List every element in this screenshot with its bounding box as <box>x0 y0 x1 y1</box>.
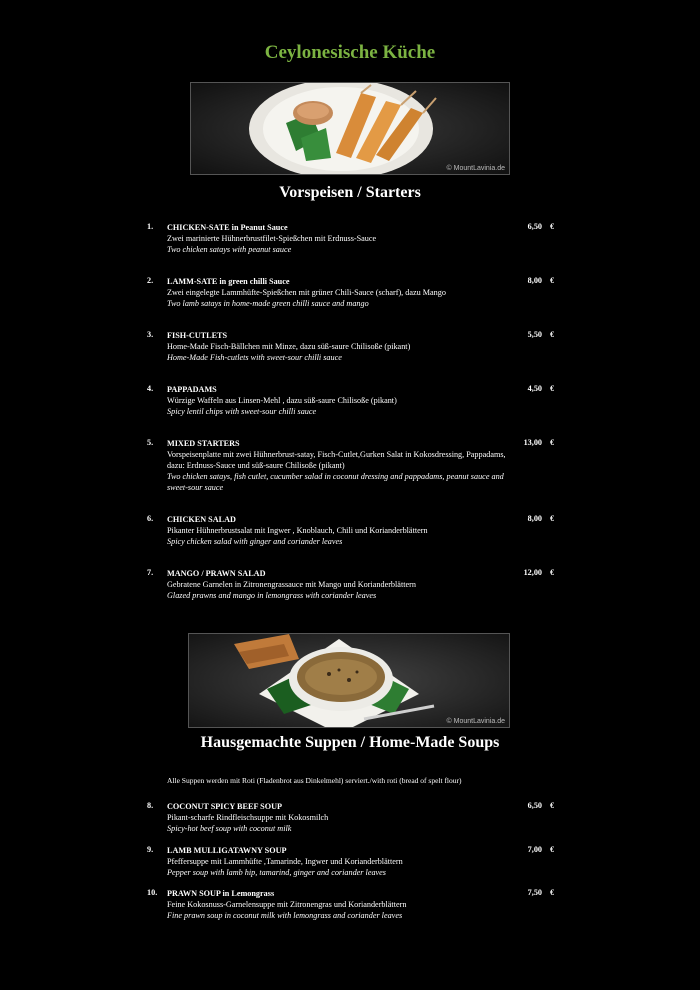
soup-photo <box>188 633 510 728</box>
currency-symbol: € <box>550 801 555 810</box>
item-number: 8. <box>147 801 154 810</box>
item-body <box>167 276 512 309</box>
item-number: 4. <box>147 384 154 393</box>
item-price: 7,00 <box>527 845 542 854</box>
item-name: LAMB MULLIGATAWNY SOUP <box>167 846 287 855</box>
item-description-de: Home-Made Fisch-Bällchen mit Minze, dazu süß-saure Chilisoße (pikant) <box>167 342 411 351</box>
item-description-en: Two chicken satays with peanut sauce <box>167 245 292 254</box>
item-name: MANGO / PRAWN SALAD <box>167 569 266 578</box>
item-body <box>167 888 512 921</box>
currency-symbol: € <box>550 330 555 339</box>
item-number: 7. <box>147 568 154 577</box>
photo-credit: © MountLavinia.de <box>446 718 505 725</box>
item-price: 8,00 <box>527 276 542 285</box>
item-description-en: Spicy chicken salad with ginger and coriander leaves <box>167 537 343 546</box>
item-number: 5. <box>147 438 154 447</box>
item-body <box>167 801 512 834</box>
item-price: 8,00 <box>527 514 542 523</box>
item-price: 4,50 <box>527 384 542 393</box>
item-number: 3. <box>147 330 154 339</box>
item-name: PAPPADAMS <box>167 385 217 394</box>
item-number: 9. <box>147 845 154 854</box>
item-price: 6,50 <box>527 801 542 810</box>
item-description-en: Home-Made Fish-cutlets with sweet-sour chilli sauce <box>167 353 342 362</box>
item-body <box>167 438 512 493</box>
currency-symbol: € <box>550 888 555 897</box>
item-description-de: Vorspeisenplatte mit zwei Hühnerbrust-satay, Fisch-Cutlet,Gurken Salat in Kokosdressing, Pappadams, dazu: Erdnuss-Sauce und süß-saure Chilisoße (pikant) <box>167 450 506 470</box>
item-description-de: Pikant-scharfe Rindfleischsuppe mit Kokosmilch <box>167 813 329 822</box>
item-description-de: Pikanter Hühnerbrustsalat mit Ingwer , Knoblauch, Chili und Korianderblättern <box>167 526 428 535</box>
item-description-en: Two lamb satays in home-made green chilli sauce and mango <box>167 299 369 308</box>
item-price: 6,50 <box>527 222 542 231</box>
item-description-de: Würzige Waffeln aus Linsen-Mehl , dazu süß-saure Chilisoße (pikant) <box>167 396 397 405</box>
item-description-en: Fine prawn soup in coconut milk with lemongrass and coriander leaves <box>167 911 403 920</box>
item-description-en: Pepper soup with lamb hip, tamarind, ginger and coriander leaves <box>167 868 386 877</box>
currency-symbol: € <box>550 568 555 577</box>
soups-section-title: Hausgemachte Suppen / Home-Made Soups <box>200 734 500 751</box>
photo-credit: © MountLavinia.de <box>446 165 505 172</box>
item-number: 6. <box>147 514 154 523</box>
item-body <box>167 514 512 547</box>
item-name: COCONUT SPICY BEEF SOUP <box>167 802 283 811</box>
currency-symbol: € <box>550 845 555 854</box>
item-body <box>167 330 512 363</box>
item-body <box>167 845 512 878</box>
item-description-de: Pfeffersuppe mit Lammhüfte ,Tamarinde, Ingwer und Korianderblättern <box>167 857 403 866</box>
currency-symbol: € <box>550 222 555 231</box>
item-description-de: Zwei marinierte Hühnerbrustfilet-Spießchen mit Erdnuss-Sauce <box>167 234 377 243</box>
currency-symbol: € <box>550 384 555 393</box>
item-description-en: Spicy lentil chips with sweet-sour chilli sauce <box>167 407 317 416</box>
item-description-de: Gebratene Garnelen in Zitronengrassauce mit Mango und Korianderblättern <box>167 580 416 589</box>
item-price: 7,50 <box>527 888 542 897</box>
item-price: 5,50 <box>527 330 542 339</box>
item-description-de: Zwei eingelegte Lammhüfte-Spießchen mit grüner Chili-Sauce (scharf), dazu Mango <box>167 288 446 297</box>
item-name: MIXED STARTERS <box>167 439 240 448</box>
item-price: 12,00 <box>523 568 542 577</box>
item-name: CHICKEN SALAD <box>167 515 236 524</box>
item-body <box>167 222 512 255</box>
item-number: 2. <box>147 276 154 285</box>
item-description-en: Glazed prawns and mango in lemongrass with coriander leaves <box>167 591 377 600</box>
item-name: LAMM-SATE in green chilli Sauce <box>167 277 290 286</box>
satay-photo <box>190 82 510 175</box>
currency-symbol: € <box>550 438 555 447</box>
soups-note: Alle Suppen werden mit Roti (Fladenbrot aus Dinkelmehl) serviert./with roti (bread of spelt flour) <box>167 776 462 785</box>
item-number: 1. <box>147 222 154 231</box>
currency-symbol: € <box>550 514 555 523</box>
item-description-en: Two chicken satays, fish cutlet, cucumber salad in coconut dressing and pappadams, peanut sauce and sweet-sour sauce <box>167 472 504 492</box>
starters-section-title: Vorspeisen / Starters <box>279 184 421 201</box>
item-description-de: Feine Kokosnuss-Garnelensuppe mit Zitronengras und Korianderblättern <box>167 900 407 909</box>
item-price: 13,00 <box>523 438 542 447</box>
item-name: PRAWN SOUP in Lemongrass <box>167 889 275 898</box>
item-description-en: Spicy-hot beef soup with coconut milk <box>167 824 292 833</box>
item-body <box>167 568 512 601</box>
currency-symbol: € <box>550 276 555 285</box>
item-body <box>167 384 512 417</box>
item-number: 10. <box>147 888 158 897</box>
item-name: CHICKEN-SATE in Peanut Sauce <box>167 223 288 232</box>
item-name: FISH-CUTLETS <box>167 331 228 340</box>
page-title: Ceylonesische Küche <box>264 42 436 63</box>
